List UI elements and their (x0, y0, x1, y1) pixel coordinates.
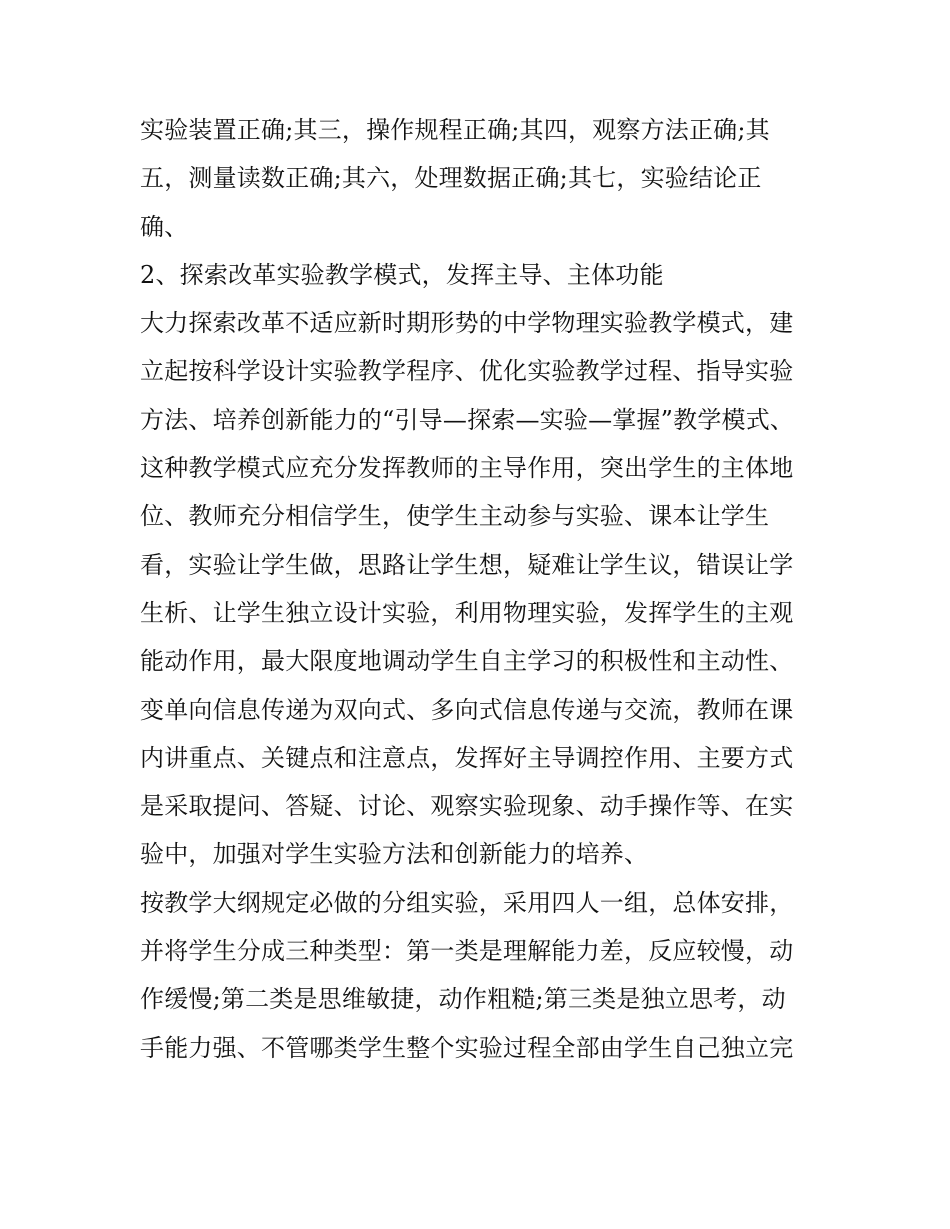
text-line: 并将学生分成三种类型：第一类是理解能力差，反应较慢，动 (140, 937, 794, 966)
text-line: 方法、培养创新能力的“引导—探索—实验—掌握”教学模式、 (140, 405, 795, 434)
text-line: 五，测量读数正确;其六，处理数据正确;其七，实验结论正 (140, 164, 762, 193)
text-line: 看，实验让学生做，思路让学生想，疑难让学生议，错误让学 (140, 550, 794, 579)
text-line: 手能力强、不管哪类学生整个实验过程全部由学生自己独立完 (140, 1033, 794, 1062)
text-line: 生析、让学生独立设计实验，利用物理实验，发挥学生的主观 (140, 598, 794, 627)
text-line: 位、教师充分相信学生，使学生主动参与实验、课本让学生 (140, 502, 770, 531)
text-line: 立起按科学设计实验教学程序、优化实验教学过程、指导实验 (140, 357, 794, 386)
text-line: 变单向信息传递为双向式、多向式信息传递与交流，教师在课 (140, 695, 794, 724)
text-line: 是采取提问、答疑、讨论、观察实验现象、动手操作等、在实 (140, 792, 794, 821)
section-heading: 2、探索改革实验教学模式，发挥主导、主体功能 (140, 260, 664, 289)
text-line: 大力探索改革不适应新时期形势的中学物理实验教学模式，建 (140, 309, 794, 338)
text-line: 按教学大纲规定必做的分组实验，采用四人一组，总体安排， (140, 888, 794, 917)
text-line: 确、 (140, 212, 189, 241)
text-line: 能动作用，最大限度地调动学生自主学习的积极性和主动性、 (140, 647, 794, 676)
body-text (140, 106, 820, 1072)
text-line: 实验装置正确;其三，操作规程正确;其四，观察方法正确;其 (140, 116, 770, 144)
text-line: 内讲重点、关键点和注意点，发挥好主导调控作用、主要方式 (140, 743, 794, 772)
text-line: 作缓慢;第二类是思维敏捷，动作粗糙;第三类是独立思考，动 (140, 985, 786, 1014)
text-line: 验中，加强对学生实验方法和创新能力的培养、 (140, 840, 649, 869)
text-line: 这种教学模式应充分发挥教师的主导作用，突出学生的主体地 (140, 454, 794, 483)
